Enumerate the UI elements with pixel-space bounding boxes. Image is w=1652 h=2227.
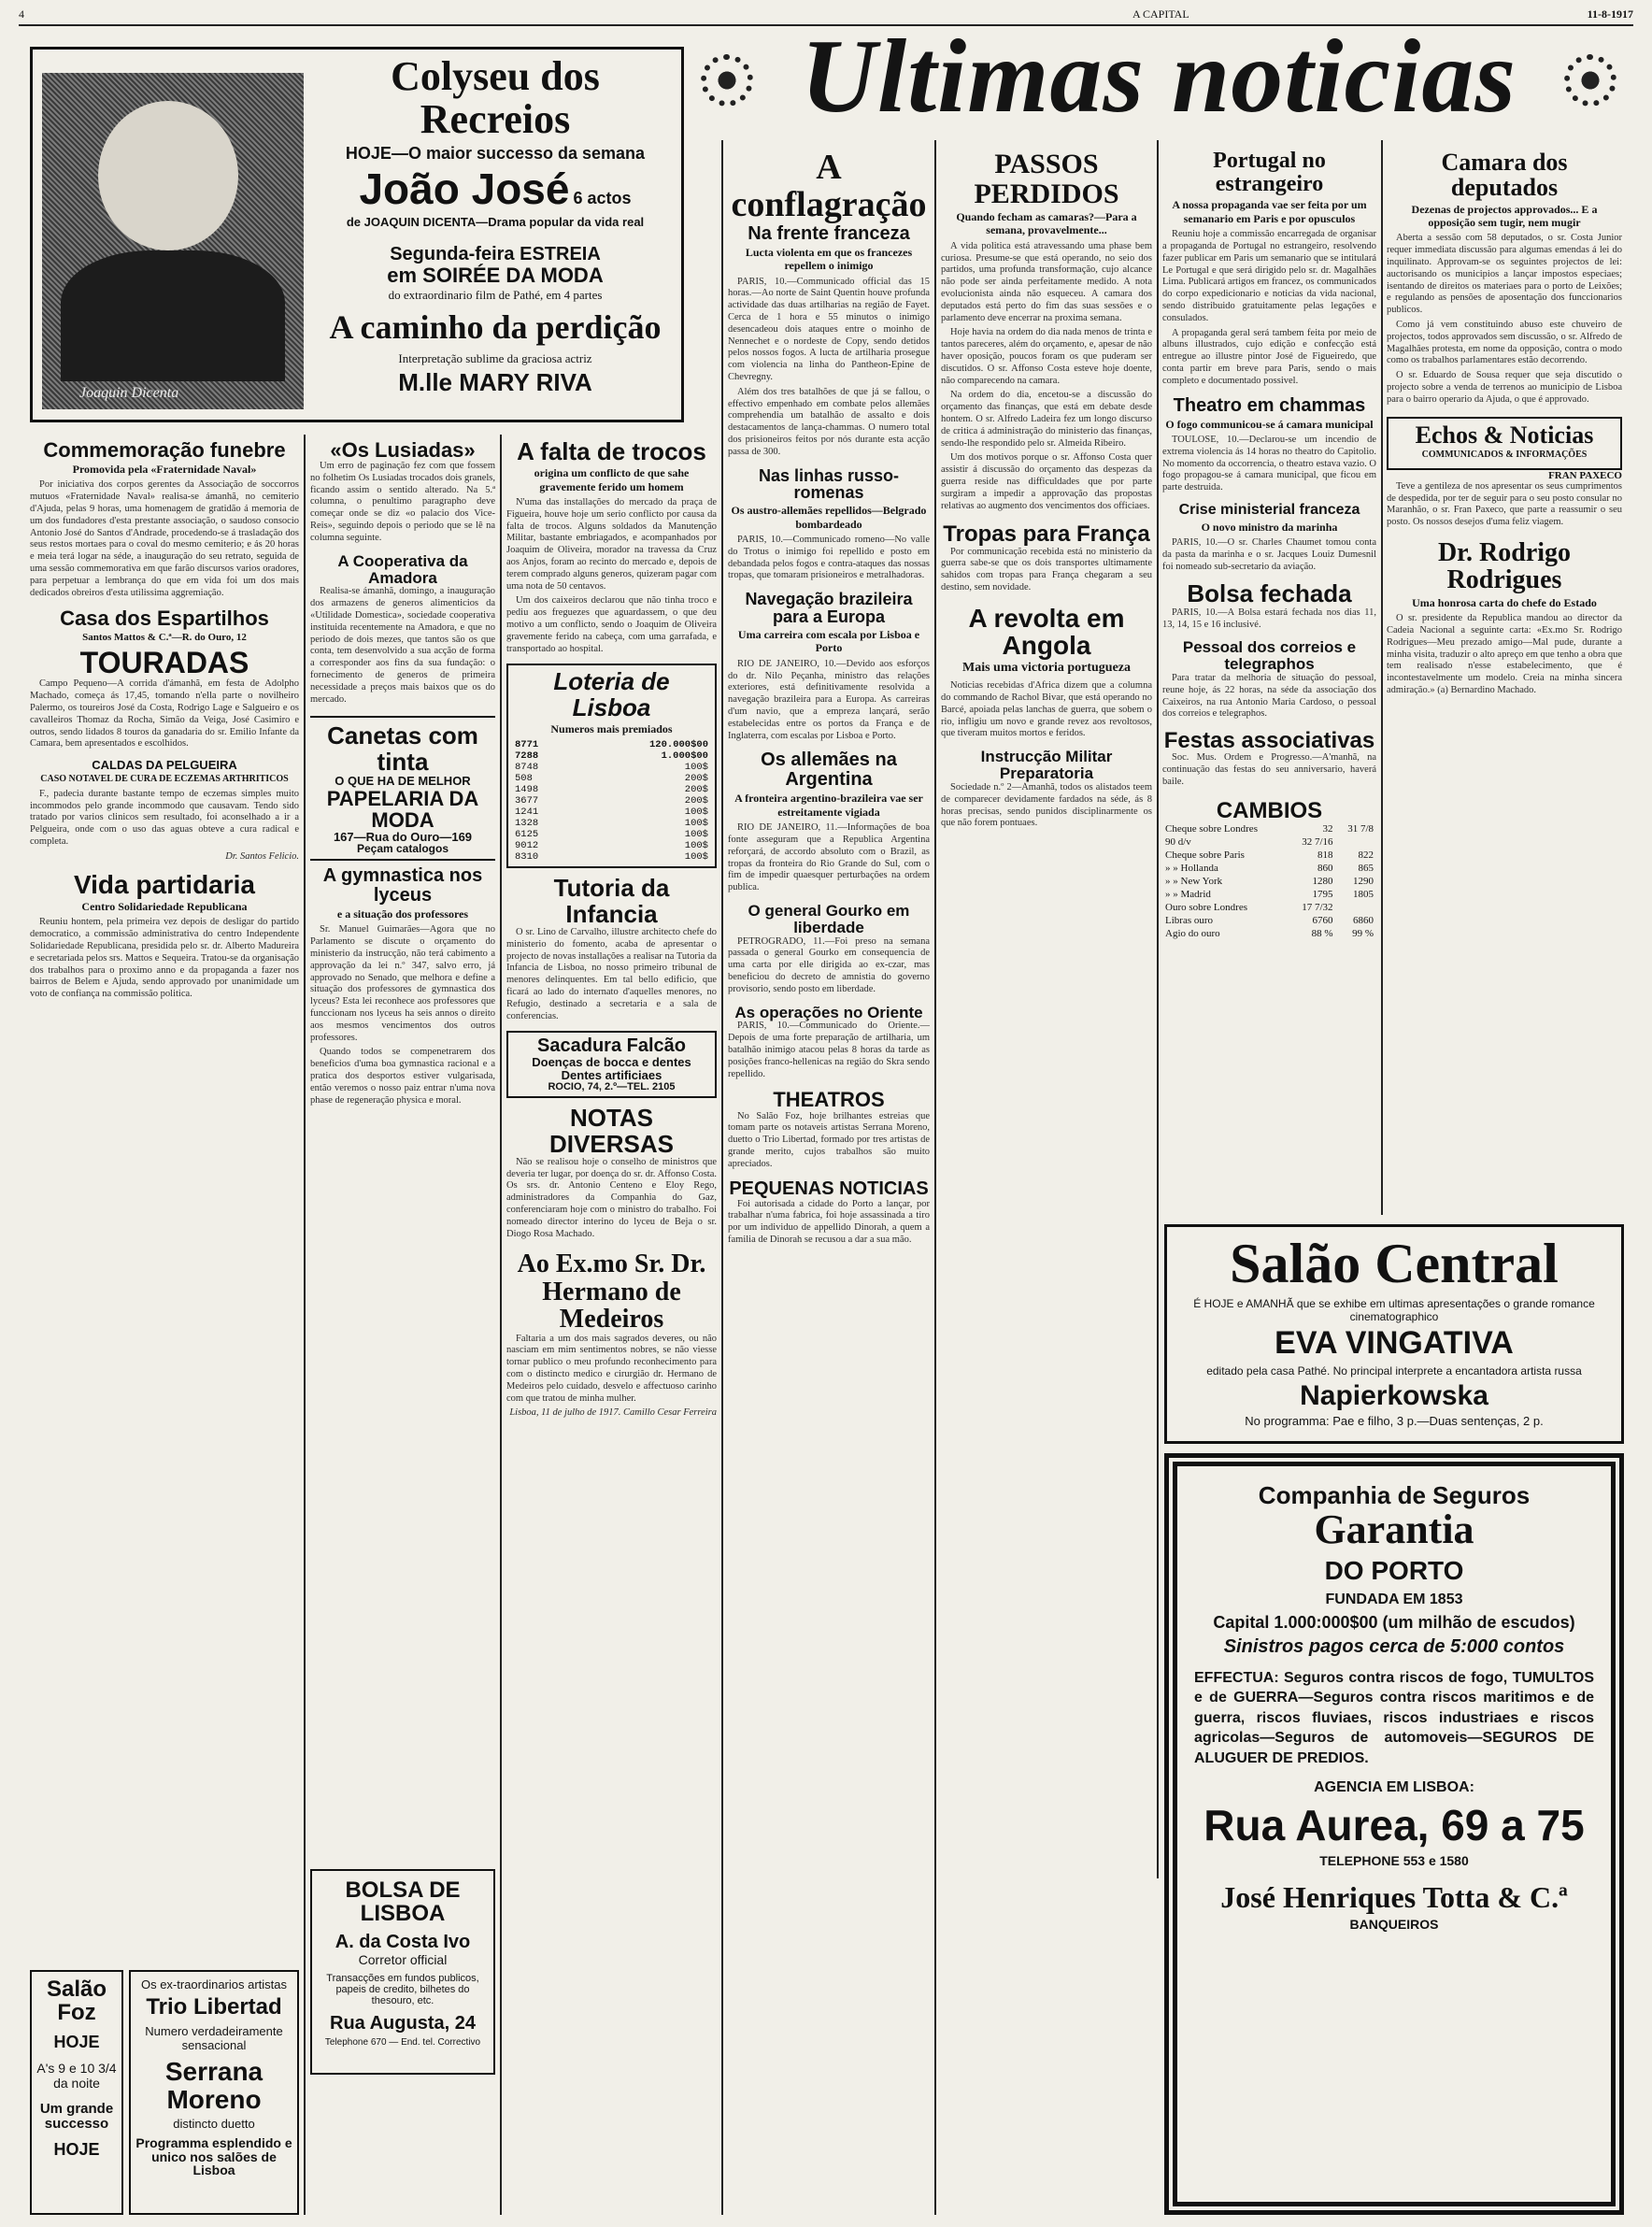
cambios-value: 6860 (1353, 915, 1374, 926)
trio-programme: Programma esplendido e unico nos salões de Lisboa (135, 2134, 292, 2178)
cambios-label: Cheque sobre Londres (1165, 823, 1258, 835)
column-rule (721, 140, 723, 2215)
headline-touradas: TOURADAS (79, 645, 249, 679)
masthead-center: A CAPITAL (1132, 7, 1189, 21)
headline-conflagracao: A conflagração (731, 150, 927, 224)
article-conflagracao: PARIS, 10.—Communicado official das 15 horas.—Ao norte de Saint Quentin houve profunda actividade das duas artilharias na região de Fayet. Cerca de 1 hora e 55 minutos o inimigo desencadeou dois ataques entre o moinho de Nennechet e o nordeste de Copy, sendo detidos pelos nossos fogos. A lucta de artilharia prosegue com violencia na linha do Pantheon-Epine de Chevregny. (728, 276, 930, 382)
canetas-line4: Peçam catalogos (310, 843, 495, 861)
cambios-row (1162, 875, 1376, 888)
trio-line3: Numero verdadeiramente sensacional (145, 2024, 283, 2053)
cambios-value: 17 7/32 (1302, 902, 1333, 913)
cambios-row (1162, 849, 1376, 862)
film-title: A caminho da perdição (329, 308, 662, 347)
cambios-row (1162, 822, 1376, 835)
headline-gymnastica: A gymnastica nos lyceus (322, 864, 483, 906)
loteria-number: 9012 (515, 840, 539, 852)
subhead-russo-romenas: Os austro-allemães repellidos—Belgrado bombardeado (731, 504, 927, 531)
article-allemaes-argentina: RIO DE JANEIRO, 11.—Informações de boa fonte asseguram que a Republica Argentina reforçará, de accordo absoluto com o Brazil, as tropas da fronteira do Rio Grande do Sul, com o fim de impedir quaesquer perturbações na ordem publica. (728, 822, 930, 893)
garantia-tel: TELEPHONE 553 e 1580 (1319, 1852, 1469, 1868)
cambios-value: 860 (1317, 863, 1333, 874)
cambios-value: 822 (1358, 849, 1374, 861)
cambios-label: 90 d/v (1165, 836, 1191, 848)
cambios-value: 1290 (1353, 876, 1374, 887)
cambios-label: » » New York (1165, 876, 1223, 887)
cambios-row (1162, 914, 1376, 927)
echos-box (1387, 417, 1622, 470)
article-theatros: No Salão Foz, hoje brilhantes estreias que tomam parte os notaveis artistas Serrana Moreno, duetto o Trio Libertad, formado por tres artistas de grande merito, cujos trabalhos são muito apreciados. (728, 1110, 930, 1169)
ultimas-banner (691, 11, 1626, 142)
article-navegacao: RIO DE JANEIRO, 10.—Devido aos esforços do dr. Nilo Peçanha, ministro das relações exteriores, está definitivamente resolvida a navegação brazileira para a Europa. As carreiras d'um navio, que a empreza lançará, serão estabelecidas entre os portos da França e de Inglaterra, com escalas por Lisboa e Porto. (728, 658, 930, 741)
loteria-prize: 100$ (684, 762, 708, 774)
article-russo-romenas: PARIS, 10.—Communicado romeno—No valle do Trotus o inimigo foi repellido e posto em debandada pelos fogos e contra-ataques das nossas tropas, que tomaram prisioneiros e metralhadoras. (728, 535, 930, 581)
coliseu-ad (30, 47, 684, 422)
canetas-line1: O QUE HA DE MELHOR (335, 773, 471, 788)
loteria-number: 3677 (515, 795, 539, 807)
garantia-ad (1164, 1453, 1624, 2215)
cambios-label: » » Hollanda (1165, 863, 1218, 874)
article-lusiadas: Um erro de paginação fez com que fossem no folhetim Os Lusiadas trocados dois granels, ficando assim o sentido alterado. Na 5.ª columna, o penultimo paragrapho deve começar onde se diz «o palacio dos Vice-Reis», seguindo depois o periodo que se lê na columna seguinte. (310, 461, 495, 543)
loteria-prize: 100$ (684, 807, 708, 819)
cambios-row (1162, 862, 1376, 875)
cambios-value: 88 % (1311, 928, 1333, 939)
bolsa-desc: Transacções em fundos publicos, papeis de credito, bilhetes do thesouro, etc. (326, 1973, 479, 2007)
garantia-bank: José Henriques Totta & C.ª (1220, 1880, 1568, 1915)
subhead-commemoracao: Promovida pela «Fraternidade Naval» (72, 463, 257, 477)
loteria-number: 8310 (515, 851, 539, 864)
loteria-number: 6125 (515, 829, 539, 841)
author-fran-paxeco: FRAN PAXECO (1548, 469, 1622, 481)
article-portugal-estrangeiro-2: A propaganda geral será tambem feita por meio de albuns illustrados, cujo edição e confecção está entregue ao illustre pintor José de Figueiredo, que conta partir em breve para Paris, sendo o mais completo e documentado possivel. (1162, 327, 1376, 386)
play-author: de JOAQUIN DICENTA—Drama popular da vida real (346, 214, 645, 229)
headline-hermano: Ao Ex.mo Sr. Dr. Hermano de Medeiros (517, 1249, 706, 1335)
cambios-table (1162, 822, 1376, 940)
subhead-navegacao: Uma carreira com escala por Lisboa e Porto (737, 628, 920, 655)
headline-camara-deputados: Camara dos deputados (1441, 150, 1568, 202)
salao-foz-ad (30, 1970, 123, 2215)
article-operacoes-oriente: PARIS, 10.—Communicado do Oriente.—Depois de uma forte preparação de artilharia, um batalhão inimigo atacou pelas 8 horas da tarde as posições franco-hellenicas na região do Skra sendo repellido. (728, 1021, 930, 1079)
headline-falta-trocos: A falta de trocos (517, 439, 706, 465)
article-touradas: Campo Pequeno—A corrida d'ámanhã, em festa de Adolpho Machado, começa ás 17,45, tomando n'ella parte o novilheiro Palermo, os toureiros José da Costa, Rodrigo Lage e Salgueiro e os cavalleiros Thomaz da Rocha, Simão da Veiga, José Casimiro e outros, sendo lidados 8 touros da ganadaria do sr. Emilio Infante da Camara, bem apresentados e escolhidos. (30, 678, 299, 749)
coliseu-title: Colyseu dos Recreios (391, 53, 600, 143)
headline-vida-partidaria: Vida partidaria (73, 869, 255, 899)
headline-russo-romenas: Nas linhas russo-romenas (758, 465, 900, 503)
subhead-crise-ministerial: O novo ministro da marinha (1201, 520, 1338, 534)
coliseu-line5: Interpretação sublime da graciosa actriz (398, 351, 592, 366)
loteria-prize: 200$ (684, 784, 708, 796)
column-rule (304, 435, 306, 2215)
cambios-row (1162, 927, 1376, 940)
ultimas-title: Ultimas noticias (801, 19, 1517, 135)
cambios-value: 32 (1322, 823, 1333, 835)
article-instrucao-militar: Sociedade n.º 2—Ámanhã, todos os alistados teem de comparecer devidamente fardados na séde, ás 8 horas precisas, sendo punidos disciplinarmente os que não forem pontuaes. (941, 781, 1152, 829)
headline-theatros: THEATROS (773, 1088, 885, 1112)
cambios-value: 865 (1358, 863, 1374, 874)
loteria-row (512, 762, 711, 773)
garantia-agency: AGENCIA EM LISBOA: (1314, 1778, 1474, 1795)
article-rodrigo-rodrigues: O sr. presidente da Republica mandou ao director da Cadeia Nacional a seguinte carta: «Ex.mo Sr. Rodrigo Rodrigues—Meu prezado amigo—Mal pude, durante a minha visita, traduzir o alto apreço em que tenho a obra que tem realisado n'esse estabelecimento, que é incontestavelmente um modelo. Creia na minha sincera admiração.» (a) Bernardino Machado. (1387, 613, 1622, 695)
headline-rodrigo-rodrigues: Dr. Rodrigo Rodrigues (1437, 538, 1572, 595)
cambios-label: Cheque sobre Paris (1165, 849, 1245, 861)
cambios-row (1162, 888, 1376, 901)
headline-tropas-franca: Tropas para França (943, 521, 1150, 548)
salao-line2: editado pela casa Pathé. No principal interprete a encantadora artista russa (1206, 1363, 1582, 1378)
salao-central-ad (1164, 1224, 1624, 1444)
loteria-row (512, 795, 711, 807)
canetas-line2: PAPELARIA DA MODA (326, 786, 479, 832)
article-passos-perdidos: A vida politica está atravessando uma phase bem curiosa. Presume-se que está operando, no seio dos partidos, uma profunda transformação, cujo alcance não pode ser ainda perfeitamente medido. A nota evolucionista ainda não esqueceu. A camara dos deputados está perto do fim das suas sessões e o parlamento deve encerrar na proxima semana. (941, 240, 1152, 323)
loteria-prize: 100$ (684, 829, 708, 841)
loteria-number: 8771 (515, 739, 539, 751)
headline-crise-ministerial: Crise ministerial franceza (1178, 501, 1360, 518)
headline-loteria: Loteria de Lisboa (553, 667, 670, 721)
loteria-prize: 100$ (684, 818, 708, 830)
subhead-passos-perdidos: Quando fecham as camaras?—Para a semana, provavelmente... (956, 210, 1137, 237)
loteria-number: 7288 (515, 750, 539, 763)
column-rule (1381, 140, 1383, 1215)
article-passos-perdidos-2: Hoje havia na ordem do dia nada menos de trinta e tantos pareceres, além do orçamento, e, apesar de não haver oposição, poucos foram os que puderam ser discutidos. O sr. Affonso Costa esteve hoje doente, não comparecendo na camara. (941, 327, 1152, 386)
salao-line1: É HOJE e AMANHÃ que se exhibe em ultimas apresentações o grande romance cinematographico (1193, 1297, 1595, 1323)
column-rule (934, 140, 936, 2215)
foz-today: HOJE (53, 2033, 100, 2052)
column-4 (728, 150, 930, 2215)
headline-pequenas-noticias: PEQUENAS NOTICIAS (729, 1178, 929, 1199)
loteria-row (512, 840, 711, 851)
article-echos: Teve a gentileza de nos apresentar os seus cumprimentos de despedida, por ter de seguir para o seu posto consular no Maranhão, o sr. Fran Paxeco, que parte a reassumir o seu posto. Os nossos desejos d'uma feliz viagem. (1387, 480, 1622, 528)
loteria-number: 1241 (515, 807, 539, 819)
bolsa-address: Rua Augusta, 24 (330, 2013, 476, 2034)
masthead-date: 11-8-1917 (1587, 7, 1633, 21)
loteria-row (512, 773, 711, 784)
article-passos-perdidos-4: Um dos motivos porque o sr. Affonso Costa quer assistir á discussão do orçamento das despezas da guerra reside nas difficuldades que por parte surgiram a impedir a approvação das propostas relativas ao augmento dos vencimentos dos officiaes. (941, 452, 1152, 511)
subhead-portugal-estrangeiro: A nossa propaganda vae ser feita por um semanario em Paris e por opusculos (1172, 198, 1367, 225)
trio-title: Trio Libertad (146, 1994, 282, 2020)
trio-line1: Os ex-traordinarios artistas (140, 1977, 288, 1991)
article-conflagracao-2: Além dos tres batalhões de que já se fallou, o effectivo empenhado em combate pelos allemães comprehendia um batalhão de assalto e dois destacamentos de lança-chammas. O numero total dos prisioneiros feitos por nós durante esta acção passa de 300. (728, 386, 930, 457)
foz-success: Um grande successo (39, 2101, 114, 2133)
cambios-value: 818 (1317, 849, 1333, 861)
garantia-founded: FUNDADA EM 1853 (1325, 1591, 1463, 1607)
headline-navegacao: Navegação brazileira para a Europa (745, 590, 913, 627)
article-tutoria: O sr. Lino de Carvalho, illustre architecto chefe do ministerio do fomento, acaba de apresentar o projecto de novas installações a realisar na Tutoria da Infancia de Lisboa, no nosso primeiro tribunal de menores delinquentes. Em tal bello edificio, que ficará ao lado do internato d'aquelles menores, no Refugio, destinado a secretaria e a sala de conferencias. (506, 927, 717, 1021)
cambios-label: Libras ouro (1165, 915, 1214, 926)
foz-title: Salão Foz (46, 1977, 107, 2026)
headline-gourko: O general Gourko em liberdade (748, 901, 910, 936)
headline-bolsa-fechada: Bolsa fechada (1187, 579, 1352, 608)
ornament-left-icon (701, 54, 753, 107)
coliseu-line1: HOJE—O maior successo da semana (345, 144, 646, 164)
pelgueira-title: CALDAS DA PELGUEIRA (92, 758, 237, 773)
play-acts: 6 actos (573, 189, 632, 208)
sacadura-ad (506, 1031, 717, 1098)
garantia-line1: Companhia de Seguros (1258, 1481, 1531, 1509)
article-crise-ministerial: PARIS, 10.—O sr. Charles Chaumet tomou conta da pasta da marinha e o sr. Jacques Louiz Dumesnil foi nomeado sub-secretario da aviação. (1162, 537, 1376, 572)
cambios-value (1336, 901, 1377, 914)
loteria-number: 508 (515, 773, 533, 785)
sacadura-title: Sacadura Falcão (537, 1035, 686, 1057)
bolsa-role: Corretor official (358, 1952, 448, 1968)
espartilhos-ad-address: Santos Mattos & C.ª—R. do Ouro, 12 (82, 631, 247, 643)
article-camara-deputados-2: Como já vem constituindo abuso este chuveiro de projectos, todos approvados sem discussão, o sr. Alfredo de Magalhães protesta, em nome da opposição, contra o modo como os trabalhos parlamentares estão decorrendo. (1387, 319, 1622, 366)
article-vida-partidaria: Reuniu hontem, pela primeira vez depois de desligar do partido democratico, a commissão administrativa do centro Independente Solidariedade Republicana, presidida pelo sr. dr. Alberto Madureira e secretariada pelos srs. Mattos e Sequeira. Tratou-se da organisação dos trabalhos para o proximo anno e da propaganda a fazer nos bairros de Belem e Ajuda, sendo approvado por unanimidade um voto de confiança na commissão politica. (30, 917, 299, 1000)
article-portugal-estrangeiro: Reuniu hoje a commissão encarregada de organisar a propaganda de Portugal no estrangeiro, resolvendo fazer publicar em Paris um semanario que se intitulará Le Portugal e que será dirigido pelo sr. dr. Magalhães Lima. Publicará artigos em francez, os communicados do corpo expedicionario e noticias da vida nacional, sendo distribuido gratuitamente pelas legações e consulados. (1162, 229, 1376, 323)
article-camara-deputados-3: O sr. Eduardo de Sousa requer que seja discutido o projecto sobre a venda de terrenos ao municipio de Lisboa para o bairro operario da Ajuda, o que é approvado. (1387, 370, 1622, 405)
cambios-value: 1280 (1312, 876, 1333, 887)
article-gourko: PETROGRADO, 11.—Foi preso na semana passada o general Gourko em consequencia de uma carta por elle dirigida ao ex-czar, mas beneficiou do decreto de amnistia do governo provisorio, sendo posto em liberdade. (728, 935, 930, 994)
column-rule (500, 435, 502, 2215)
coliseu-line3: em SOIRÉE DA MODA (387, 264, 604, 288)
garantia-bank2: BANQUEIROS (1349, 1916, 1439, 1932)
cambios-label: Ouro sobre Londres (1165, 902, 1247, 913)
masthead-left: 4 (19, 7, 24, 21)
hermano-signature: Lisboa, 11 de julho de 1917. Camillo Cesar Ferreira (509, 1407, 717, 1419)
salao-title: Salão Central (1230, 1233, 1559, 1294)
cambios-value: 32 7/16 (1302, 836, 1333, 848)
pelgueira-subtitle: CASO NOTAVEL DE CURA DE ECZEMAS ARTHRITICOS (40, 773, 289, 784)
cambios-label: Agio do ouro (1165, 928, 1220, 939)
loteria-prize: 120.000$00 (648, 739, 708, 751)
article-hermano: Faltaria a um dos mais sagrados deveres, ou não nasciam em mim sentimentos nobres, se não viesse tornar publico o meu profundo reconhecimento para com o distincto medico e cirurgião dr. Hermano de Medeiros pelo cuidado, desvelo e affectuoso carinho com que tratou de minha mulher. (506, 1333, 717, 1404)
headline-theatro-chammas: Theatro em chammas (1173, 394, 1366, 416)
garantia-paid: Sinistros pagos cerca de 5:000 contos (1223, 1635, 1565, 1657)
loteria-row (512, 807, 711, 818)
column-3 (506, 439, 717, 2206)
garantia-address: Rua Aurea, 69 a 75 (1203, 1801, 1585, 1850)
subhead-vida-partidaria: Centro Solidariedade Republicana (81, 899, 248, 913)
article-tropas-franca: Por communicação recebida está no ministerio da guerra sabe-se que os dois transportes ultimamente sahidos com tropas para França chegaram a seu destino, sem novidade. (941, 546, 1152, 592)
article-camara-deputados: Aberta a sessão com 58 deputados, o sr. Costa Junior requer immediata discussão para algumas emendas á lei do inquilinato. Approvam-se os seguintes projectos de lei: auctorisando os municipios a lançar impostos especiaes; isentando de direitos os materiaes para o porto de Leixões; e regulando as pensões de aposentação dos funccionarios publicos. (1387, 233, 1622, 316)
headline-portugal-estrangeiro: Portugal no estrangeiro (1213, 150, 1326, 197)
article-cooperativa: Realisa-se ámanhã, domingo, a inauguração dos armazens de generos alimenticios da «Utilidade Domestica», sociedade cooperativa instituida recentemente na Amadora, e que no periodo de dois mezes, que tantos são os que conta, tem desenvolvido a sua acção de forma a corresponder aos fins da sua fundação: o fornecimento de generos de primeira necessidade a preços mais baixos que os do mercado. (310, 586, 495, 705)
play-title: João José (359, 164, 570, 214)
article-notas-diversas: Não se realisou hoje o conselho de ministros que deveria ter lugar, por doença do sr. dr. Affonso Costa. Os srs. dr. Antonio Centeno e Eloy Rego, administradores da Companhia do Gaz, conferenciaram hoje com o ministro do trabalho. Foi nomeado director interino do lyceu de Beja o sr. Diogo Rosa Machado. (506, 1156, 717, 1239)
canetas-ad-title: Canetas com tinta (310, 716, 495, 775)
loteria-row (512, 739, 711, 750)
pelgueira-signature: Dr. Santos Felicio. (225, 850, 299, 862)
article-theatro-chammas: TOULOSE, 10.—Declarou-se um incendio de extrema violencia ás 14 horas no theatro do Capitolio. No momento da occorrencia, o theatro estava vazio. O fogo propagou-se á camara municipal, que ficou em parte destruida. (1162, 434, 1376, 493)
subhead-revolta-angola: Mais uma victoria portugueza (961, 661, 1132, 676)
loteria-prize: 100$ (684, 840, 708, 852)
subhead-camara-deputados: Dezenas de projectos approvados... E a opposição sem tugir, nem mugir (1411, 202, 1598, 229)
article-gymnastica: Sr. Manuel Guimarães—Agora que no Parlamento se discute o orçamento do ministerio da instrucção, não terá cabimento a approvação da lei n.º 347, salvo erro, já approvado no Senado, que melhora e define a situação dos professores de gymnastica dos lyceus? Esta lei reconhece aos professores que funccionam nos lyceus ha seis annos o direito aos mesmos vencimentos dos outros professores. (310, 924, 495, 1043)
loteria-prize: 200$ (684, 795, 708, 807)
cambios-value (1336, 835, 1377, 849)
column-6 (1162, 150, 1376, 1215)
cambios-label: » » Madrid (1165, 889, 1211, 900)
foz-today-2: HOJE (53, 2139, 100, 2159)
sacadura-line2: Dentes artificiaes (561, 1068, 662, 1083)
cambios-value: 6760 (1312, 915, 1333, 926)
coliseu-line2: Segunda-feira ESTREIA (390, 244, 601, 265)
canetas-line3: 167—Rua do Ouro—169 (333, 829, 473, 844)
trio-line5: distincto duetto (173, 2116, 255, 2131)
headline-echos: Echos & Noticias (1415, 421, 1594, 449)
headline-lusiadas: «Os Lusiadas» (330, 439, 476, 462)
loteria-row (512, 829, 711, 840)
headline-operacoes-oriente: As operações no Oriente (734, 1003, 923, 1021)
article-gymnastica-2: Quando todos se compenetrarem dos beneficios d'uma boa gymnastica racional e a pratica dos desportos estiver vulgarisada, então veremos o nosso paiz entrar n'uma nova phase de regeneração physica e moral. (310, 1047, 495, 1106)
column-5 (941, 150, 1152, 2215)
subhead-lucta: Lucta violenta em que os francezes repellem o inimigo (745, 245, 913, 273)
loteria-prize: 200$ (684, 773, 708, 785)
garantia-name: Garantia (1314, 1506, 1474, 1553)
column-1 (30, 439, 299, 1804)
article-festas: Soc. Mus. Ordem e Progresso.—A'manhã, na continuação das festas do seu anniversario, haverá baile. (1162, 752, 1376, 788)
loteria-prize: 1.000$00 (661, 750, 708, 763)
loteria-number: 1328 (515, 818, 539, 830)
article-pequenas-noticias: Foi autorisada a cidade do Porto a lançar, por trabalhar n'uma fabrica, foi hoje assassinada a tiro por um individuo de appellido Dinorah, a quem a familia de Dinorah se recusou a dar a sua mão. (728, 1198, 930, 1245)
loteria-number: 1498 (515, 784, 539, 796)
article-bolsa-fechada: PARIS, 10.—A Bolsa estará fechada nos dias 11, 13, 14, 15 e 16 inclusivé. (1162, 607, 1376, 630)
garantia-city: DO PORTO (1324, 1556, 1464, 1586)
headline-cooperativa: A Cooperativa da Amadora (337, 551, 468, 587)
garantia-desc: EFFECTUA: Seguros contra riscos de fogo, TUMULTOS e de GUERRA—Seguros contra riscos maritimos e de guerra, riscos fluviaes, riscos industriaes e riscos agricolas—Seguros de automoveis—SEGUROS DE ALUGUER DE PREDIOS. (1194, 1669, 1594, 1766)
column-2 (310, 439, 495, 1841)
subhead-rodrigo-rodrigues: Uma honrosa carta do chefe do Estado (1412, 595, 1597, 609)
foz-times: A's 9 e 10 3/4 da noite (36, 2061, 117, 2091)
subhead-echos: COMMUNICADOS & INFORMAÇÕES (1421, 449, 1588, 460)
cambios-value: 1795 (1312, 889, 1333, 900)
garantia-capital: Capital 1.000:000$00 (um milhão de escudos) (1213, 1612, 1575, 1632)
article-pelgueira: F., padecia durante bastante tempo de eczemas simples muito incommodos pelo grande incommodo que causavam. Tendo sido tratado por varios clinicos sem resultado, foi aconselhado a ir a Pelgueira, onde com o uso das aguas obteve a cura radical e completa. (30, 788, 299, 847)
sacadura-line3: ROCIO, 74, 2.º—TEL. 2105 (548, 1080, 676, 1092)
loteria-subtitle: Numeros mais premiados (550, 722, 673, 736)
subhead-gymnastica: e a situação dos professores (336, 907, 469, 921)
article-falta-trocos: N'uma das installações do mercado da praça de Figueira, houve hoje um serio conflicto por causa da falta de trocos. Alguns soldados da Manutenção Militar, bastante embriagados, e acompanhados por Joaquim de Oliveira, morador na travessa da Cruz aos Anjos, foram ao recinto do mercado e, depois de terem comprado alguns generos, quizeram pagar com uma nota de 50 centavos. (506, 497, 717, 592)
cambios-row (1162, 835, 1376, 849)
headline-instrucao-militar: Instrucção Militar Preparatoria (980, 748, 1113, 783)
salao-line3: No programma: Pae e filho, 3 p.—Duas sentenças, 2 p. (1245, 1414, 1544, 1429)
signature: Joaquin Dicenta (79, 385, 179, 401)
espartilhos-ad-title: Casa dos Espartilhos (60, 607, 269, 631)
loteria-row (512, 851, 711, 863)
headline-notas-diversas: NOTAS DIVERSAS (549, 1104, 674, 1158)
loteria-row (512, 784, 711, 795)
column-rule (1157, 140, 1159, 1878)
subhead-falta-trocos: origina um conflicto de que sahe gravemente ferido um homem (534, 466, 690, 493)
headline-revolta-angola: A revolta em Angola (968, 603, 1125, 661)
subhead-frente-franceza: Na frente franceza (748, 222, 910, 244)
bolsa-tel: Telephone 670 — End. tel. Correctivo (324, 2037, 481, 2049)
column-7 (1387, 150, 1622, 1215)
cambios-row (1162, 901, 1376, 914)
headline-tutoria: Tutoria da Infancia (553, 874, 670, 928)
coliseu-line4: do extraordinario film de Pathé, em 4 partes (388, 288, 603, 303)
bolsa-name: A. da Costa Ivo (335, 1932, 471, 1953)
trio-libertad-ad (129, 1970, 299, 2215)
portrait-illustration (42, 73, 304, 409)
actress-name: M.lle MARY RIVA (398, 368, 592, 397)
bolsa-lisboa-ad (310, 1869, 495, 2075)
sacadura-line1: Doenças de bocca e dentes (532, 1055, 691, 1070)
salao-film: EVA VINGATIVA (1275, 1325, 1514, 1361)
headline-pessoal-correios: Pessoal dos correios e telegraphos (1182, 638, 1357, 674)
trio-serrana: Serrana Moreno (164, 2057, 263, 2114)
article-falta-trocos-2: Um dos caixeiros declarou que não tinha troco e pediu aos freguezes que aguardassem, o que deu motivo a um conflicto, sendo o Joaquim de Oliveira gravemente ferido na cabeça, com uma garrafada, e transportado ao hospital. (506, 595, 717, 654)
bolsa-title: BOLSA DE LISBOA (345, 1877, 461, 1927)
loteria-table (512, 739, 711, 863)
headline-festas: Festas associativas (1163, 728, 1375, 754)
loteria-row (512, 750, 711, 762)
article-passos-perdidos-3: Na ordem do dia, encetou-se a discussão do orçamento das finanças, que está em debate desde hontem. O sr. Alfredo Ladeira fez um longo discurso de critica á administração do ministerio das finanças, sendo-lhe respondido pelo sr. Almeida Ribeiro. (941, 390, 1152, 449)
salao-actress: Napierkowska (1300, 1379, 1488, 1411)
loteria-row (512, 818, 711, 829)
headline-commemoracao: Commemoração funebre (43, 439, 286, 462)
cambios-value: 1805 (1353, 889, 1374, 900)
headline-allemaes-argentina: Os allemães na Argentina (761, 749, 897, 791)
article-commemoracao: Por iniciativa dos corpos gerentes da Associação de soccorros mutuos «Fraternidade Naval» realisa-se ámanhã, no cemiterio d'Ajuda, pelas 9 horas, uma homenagem de gratidão á memoria de um dos fundadores d'esta prestante associação, o saudoso consocio Antonio José do Santos d'Andrade, procedendo-se á trasladação dos seus restos mortaes para o coval do mesmo cemiterio; e ás 20 horas e meia terá logar na séde, a inauguração do seu retrato, seguida de uma sessão commemorativa em que farão discursos varios oradores, para perpetuar a lembrança do que em vida foi um dos mais dedicados obreiros d'esta utilissima aggremiação. (30, 479, 299, 598)
loteria-box (506, 664, 717, 868)
ornament-right-icon (1564, 54, 1616, 107)
article-pessoal-correios: Para tratar da melhoria de situação do pessoal, reune hoje, ás 22 horas, na séde da associação dos Caixeiros, na rua Antonio Maria Cardoso, o pessoal dos correios e telegraphos. (1162, 673, 1376, 720)
subhead-allemaes-argentina: A fronteira argentino-brazileira vae ser estreitamente vigiada (734, 792, 923, 819)
cambios-value: 99 % (1352, 928, 1374, 939)
loteria-number: 8748 (515, 762, 539, 774)
headline-cambios: CAMBIOS (1216, 797, 1323, 823)
cambios-value: 31 7/8 (1347, 823, 1374, 835)
loteria-prize: 100$ (684, 851, 708, 864)
headline-passos-perdidos: PASSOS PERDIDOS (974, 150, 1119, 209)
subhead-theatro-chammas: O fogo communicou-se á camara municipal (1165, 417, 1374, 431)
article-revolta-angola: Noticias recebidas d'Africa dizem que a columna do commando de Rachol Bivar, que está operando no Barcé, apoiada pelas lanchas de guerra, que sobem o rio, infligiu um novo e grande revez aos revoltosos, que tiveram muitos mortos e feridos. (941, 680, 1152, 739)
